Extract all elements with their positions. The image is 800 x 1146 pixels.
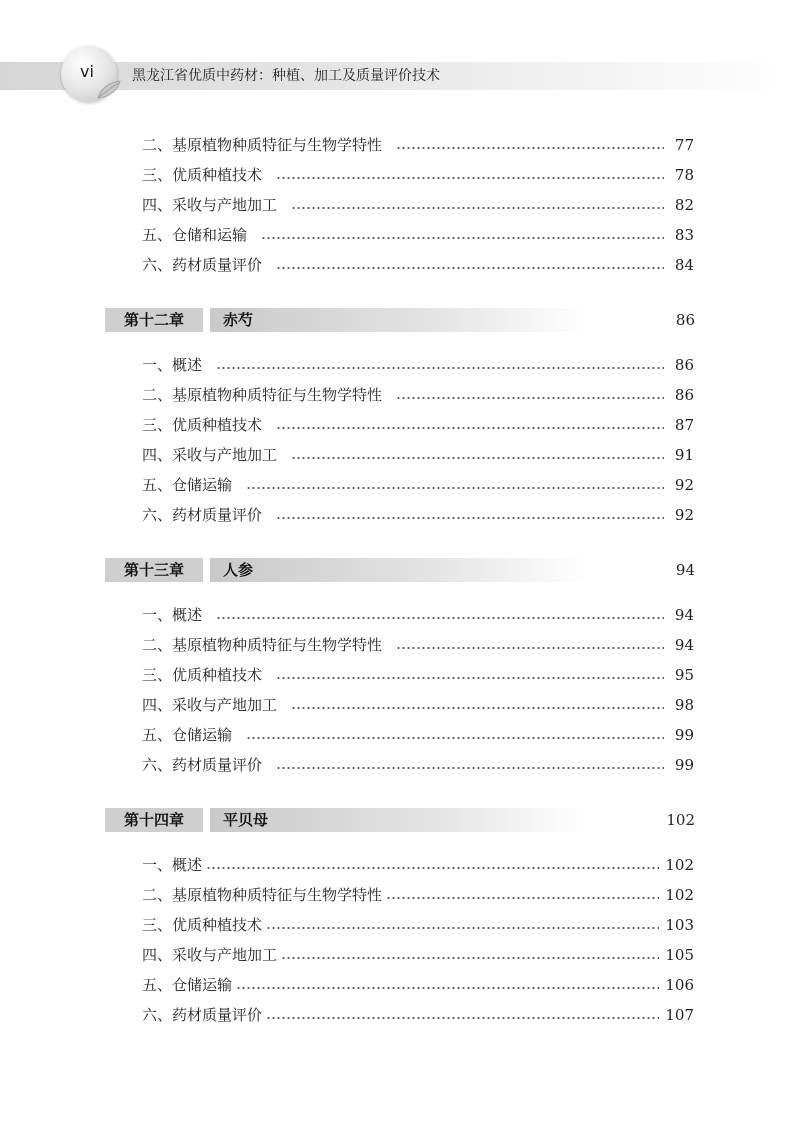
page-number: vi [80, 62, 94, 81]
toc-entry[interactable] [142, 883, 694, 907]
dot-leader [276, 177, 664, 179]
toc-entry[interactable] [142, 1003, 694, 1027]
toc-entry-page: 91 [674, 446, 694, 464]
toc-entry-title: 二、基原植物种质特征与生物学特性 [142, 386, 383, 404]
toc-entry-title: 二、基原植物种质特征与生物学特性 [142, 136, 383, 154]
dot-leader [206, 867, 659, 869]
chapter-number: 第十四章 [105, 808, 203, 832]
book-title: 黑龙江省优质中药材：种植、加工及质量评价技术 [132, 68, 440, 84]
dot-leader [266, 1017, 659, 1019]
toc-entry[interactable] [142, 693, 694, 717]
toc-entry-page: 78 [674, 166, 694, 184]
dot-leader [396, 397, 664, 399]
toc-entry-title: 五、仓储和运输 [142, 226, 248, 244]
toc-entry-page: 92 [674, 506, 694, 524]
toc-entry-title: 四、采收与产地加工 [142, 946, 278, 964]
toc-entry-page: 86 [674, 386, 694, 404]
dot-leader [291, 457, 664, 459]
chapter-title: 平贝母 [223, 811, 269, 829]
toc-entry-page: 102 [665, 886, 694, 904]
toc-entry[interactable] [142, 753, 694, 777]
toc-entry-title: 五、仓储运输 [142, 726, 233, 744]
toc-entry[interactable] [142, 443, 694, 467]
toc-entry[interactable] [142, 413, 694, 437]
toc-entry-title: 三、优质种植技术 [142, 666, 263, 684]
chapter-heading[interactable] [105, 558, 695, 582]
chapter-heading[interactable] [105, 308, 695, 332]
toc-entry[interactable] [142, 253, 694, 277]
dot-leader [276, 517, 664, 519]
toc-entry-page: 102 [665, 856, 694, 874]
toc-entry-page: 99 [674, 726, 694, 744]
toc-entry[interactable] [142, 723, 694, 747]
toc-entry-title: 四、采收与产地加工 [142, 446, 278, 464]
toc-entry-page: 82 [674, 196, 694, 214]
chapter-heading[interactable] [105, 808, 695, 832]
toc-entry-title: 三、优质种植技术 [142, 166, 263, 184]
toc-entry[interactable] [142, 603, 694, 627]
toc-entry-title: 六、药材质量评价 [142, 756, 263, 774]
toc-entry-page: 99 [674, 756, 694, 774]
toc-entry[interactable] [142, 663, 694, 687]
toc-entry[interactable] [142, 633, 694, 657]
toc-entry-page: 87 [674, 416, 694, 434]
toc-entry-title: 二、基原植物种质特征与生物学特性 [142, 636, 383, 654]
toc-entry-title: 一、概述 [142, 606, 203, 624]
dot-leader [246, 737, 664, 739]
chapter-page: 102 [666, 811, 695, 829]
toc-entry[interactable] [142, 913, 694, 937]
toc-entry-title: 四、采收与产地加工 [142, 196, 278, 214]
toc-entry[interactable] [142, 383, 694, 407]
dot-leader [281, 957, 659, 959]
toc-entry-page: 77 [674, 136, 694, 154]
toc-entry-page: 86 [674, 356, 694, 374]
toc-entry[interactable] [142, 503, 694, 527]
toc-entry[interactable] [142, 973, 694, 997]
toc-entry-page: 107 [665, 1006, 694, 1024]
toc-entry-title: 三、优质种植技术 [142, 916, 263, 934]
dot-leader [216, 617, 664, 619]
toc-entry[interactable] [142, 223, 694, 247]
toc-entry-page: 95 [674, 666, 694, 684]
toc-entry-page: 83 [674, 226, 694, 244]
toc-entry-title: 五、仓储运输 [142, 476, 233, 494]
toc-entry[interactable] [142, 473, 694, 497]
toc-entry-page: 98 [674, 696, 694, 714]
toc-entry[interactable] [142, 353, 694, 377]
toc-entry[interactable] [142, 943, 694, 967]
dot-leader [386, 897, 659, 899]
toc-entry-title: 一、概述 [142, 356, 203, 374]
dot-leader [291, 707, 664, 709]
toc-entry-title: 六、药材质量评价 [142, 1006, 263, 1024]
toc-entry-title: 四、采收与产地加工 [142, 696, 278, 714]
toc-entry-page: 103 [665, 916, 694, 934]
dot-leader [246, 487, 664, 489]
chapter-number: 第十二章 [105, 308, 203, 332]
dot-leader [396, 647, 664, 649]
toc-entry-title: 二、基原植物种质特征与生物学特性 [142, 886, 383, 904]
dot-leader [276, 267, 664, 269]
chapter-title-bar [210, 558, 590, 582]
chapter-title-bar [210, 308, 590, 332]
dot-leader [276, 677, 664, 679]
toc-entry[interactable] [142, 133, 694, 157]
toc-entry-page: 105 [665, 946, 694, 964]
dot-leader [261, 237, 664, 239]
dot-leader [276, 427, 664, 429]
chapter-number: 第十三章 [105, 558, 203, 582]
toc-entry-page: 106 [665, 976, 694, 994]
dot-leader [291, 207, 664, 209]
toc-entry-page: 94 [674, 636, 694, 654]
toc-entry-title: 六、药材质量评价 [142, 506, 263, 524]
toc-entry-title: 三、优质种植技术 [142, 416, 263, 434]
toc-entry-title: 五、仓储运输 [142, 976, 233, 994]
toc-entry-page: 92 [674, 476, 694, 494]
dot-leader [216, 367, 664, 369]
toc-entry-title: 六、药材质量评价 [142, 256, 263, 274]
toc-entry[interactable] [142, 853, 694, 877]
toc-entry[interactable] [142, 163, 694, 187]
toc-entry-page: 84 [674, 256, 694, 274]
chapter-title: 人参 [223, 561, 254, 579]
toc-entry-page: 94 [674, 606, 694, 624]
chapter-page: 94 [675, 561, 695, 579]
dot-leader [266, 927, 659, 929]
toc-entry[interactable] [142, 193, 694, 217]
dot-leader [396, 147, 664, 149]
dot-leader [236, 987, 659, 989]
chapter-page: 86 [675, 311, 695, 329]
chapter-title: 赤芍 [223, 311, 254, 329]
dot-leader [276, 767, 664, 769]
toc-entry-title: 一、概述 [142, 856, 203, 874]
